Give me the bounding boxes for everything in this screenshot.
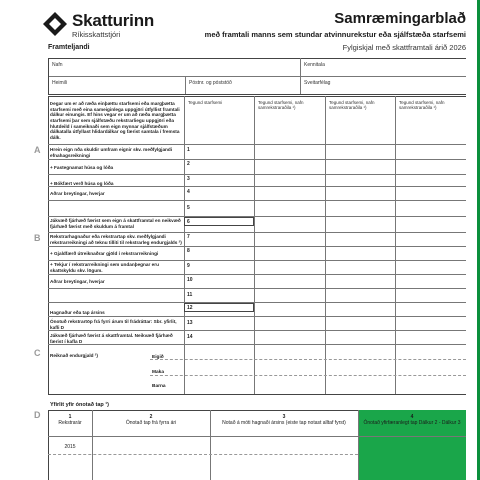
document-title: Samræmingarblað (334, 10, 466, 27)
section-d-first-year: 2015 (64, 444, 76, 450)
identity-divider (300, 58, 301, 76)
row-number: 14 (187, 334, 193, 340)
section-d-col-1-label: Rekstrarár (58, 420, 82, 427)
section-label-b: B (34, 233, 41, 243)
row-divider (48, 200, 466, 201)
reiknad-spouse-label: Maka (152, 370, 164, 375)
section-label-a: A (34, 145, 41, 155)
identity-divider (300, 76, 301, 94)
row-number: 9 (187, 263, 190, 269)
identity-mid-border (48, 76, 466, 77)
section-d-col-3-label: Notað á móti hagnaði ársins (eiste tap notast alltaf fyrst) (222, 420, 346, 427)
row-label: + Fastegnamat húsa og lóða (50, 165, 114, 170)
row-label: Hagnaður eða tap ársins (50, 310, 105, 315)
row-divider (48, 246, 466, 247)
section-d-col-3-header (210, 414, 358, 427)
total-box-12[interactable] (184, 303, 254, 312)
section-d-col-1-header (48, 414, 92, 427)
row-label: Aðrar breytingar, hverjar (50, 279, 105, 284)
intro-instructions: Þegar um er að ræða einþættu starfsemi eða margþætta starfsemi með eina sameiginlega uppgjöri útfyllist framtali dálkur einungis. Ef hins vegar er um að ræða margþætta starfsemi þar sem sjálfstæðu rekstrarliegu uppgjöri eða hlutdeild í sameiknaði sem eign mynnar sjálfstæðum dálkatalla útfyllast hlidardálkar og færist samtala í fremsta dálk. (50, 101, 180, 140)
brand-subtitle: Ríkisskattstjóri (72, 30, 121, 39)
section-d-col-2-header (92, 414, 210, 427)
section-d-col-2-number: 2 (149, 414, 153, 420)
section-d-col-4-label: Ónotað yfirfæranlegt tap Dálkur 2 - Dálkur 3 (363, 420, 461, 427)
row-number: 2 (187, 161, 190, 167)
row-divider (48, 159, 466, 160)
row-label: Ónotuð rekstrartöp frá fyrri árum til frádráttar: Sbr. yfirlit, kafli D (50, 319, 177, 330)
grid-left-border (48, 96, 49, 394)
total-box-6[interactable] (184, 217, 254, 226)
row-label: Hrein eign nða skuldir umfram eignir skv. meðfylgjandi efnahagsreikningi (50, 147, 173, 158)
column-header: Tegund starfsemi, nafn samrekstraraðila ¹) (258, 100, 304, 111)
grid-col-divider (184, 96, 185, 394)
document-subtitle: með framtali manns sem stundar atvinnurekstur eða sjálfstæða starfsemi (204, 30, 466, 39)
brand-name: Skatturinn (72, 11, 155, 30)
section-d-title: Yfirlit yfir ónotað tap ¹) (50, 402, 109, 408)
grid-col-divider (395, 96, 396, 394)
column-header: Tegund starfsemi, nafn samrekstraraðila ¹) (329, 100, 375, 111)
section-d-header-divider (48, 436, 466, 437)
taxpayer-label: Framteljandi (48, 44, 90, 51)
row-divider (150, 359, 466, 360)
section-label-d: D (34, 410, 41, 420)
row-number: 3 (187, 176, 190, 182)
attachment-note: Fylgiskjal með skattframtali árið 2026 (342, 43, 466, 52)
grid-top-border (48, 96, 466, 97)
grid-col-divider (254, 96, 255, 394)
identity-top-border (48, 58, 466, 59)
identity-left-border (48, 58, 49, 94)
row-divider (48, 316, 466, 317)
row-number: 13 (187, 320, 193, 326)
reiknad-own-label: Eigið (152, 355, 164, 360)
column-header: Tegund starfsemi (188, 100, 223, 105)
section-d-col-1-number: 1 (68, 414, 72, 420)
row-label: Rekstrarhagnaður eða rekstrartap skv. meðfylgjandi rekstrarreikningi að teknu tilliti til rekstrarleg endurgjalds ²) (50, 234, 182, 245)
row-divider (48, 174, 466, 175)
row-divider (48, 288, 466, 289)
row-number: 11 (187, 292, 193, 298)
section-d-row-divider (48, 454, 358, 455)
row-number: 10 (187, 277, 193, 283)
section-label-c: C (34, 348, 41, 358)
reiknad-children-label: Barna (152, 384, 166, 389)
row-divider (48, 144, 466, 145)
grid-col-divider (325, 96, 326, 394)
skatturinn-logo-icon (42, 11, 68, 37)
row-divider (48, 274, 466, 275)
row-number: 6 (187, 219, 190, 225)
column-header: Tegund starfsemi, nafn samrekstraraðila ¹) (399, 100, 445, 111)
section-d-col-3-number: 3 (282, 414, 286, 420)
row-divider (48, 260, 466, 261)
row-number: 5 (187, 205, 190, 211)
home-field[interactable]: Heimili (52, 80, 67, 86)
row-label: + Bókfært verð húsa og lóða (50, 181, 114, 186)
municipality-field[interactable]: Sveitarfélag (304, 80, 331, 86)
section-d-col-4-number: 4 (410, 414, 414, 420)
section-d-col-4-header (358, 414, 466, 427)
row-label: + Gjaldfærð útreiknaðrar gjöld í rekstrarreikningi (50, 251, 159, 256)
reiknad-label: Reiknað endurgjald ²) (50, 353, 98, 358)
name-field[interactable]: Nafn (52, 62, 63, 68)
row-divider (48, 302, 466, 303)
grid-bottom-border (48, 394, 466, 395)
row-label: Jákvæð fjárhæð færist á skattframtal. Neikvæð fjárhæð færist í kafla D (50, 333, 173, 344)
postal-field[interactable]: Póstnr. og póststöð (189, 80, 232, 86)
row-divider (48, 216, 466, 217)
kennitala-field[interactable]: Kennitala (304, 62, 325, 68)
row-label: + Tekjur í rekstrarreikningi sem undanþegnar eru skattskyldu skv. lögum. (50, 262, 159, 273)
section-d-col-2-label: Ónotað tap frá fyrra ári (125, 420, 177, 427)
row-number: 4 (187, 189, 190, 195)
row-divider (48, 232, 466, 233)
identity-divider (185, 76, 186, 94)
row-number: 12 (187, 305, 193, 311)
identity-bottom-border (48, 94, 466, 95)
row-number: 8 (187, 248, 190, 254)
row-label: Aðrar breytingar, hverjar (50, 191, 105, 196)
row-label: Jákvæð fjárhæð færist sem eign á skattframtal en neikvæð fjárhæð færist með skuldum á framtal (50, 218, 181, 229)
row-number: 1 (187, 147, 190, 153)
row-number: 7 (187, 234, 190, 240)
row-divider (150, 375, 466, 376)
